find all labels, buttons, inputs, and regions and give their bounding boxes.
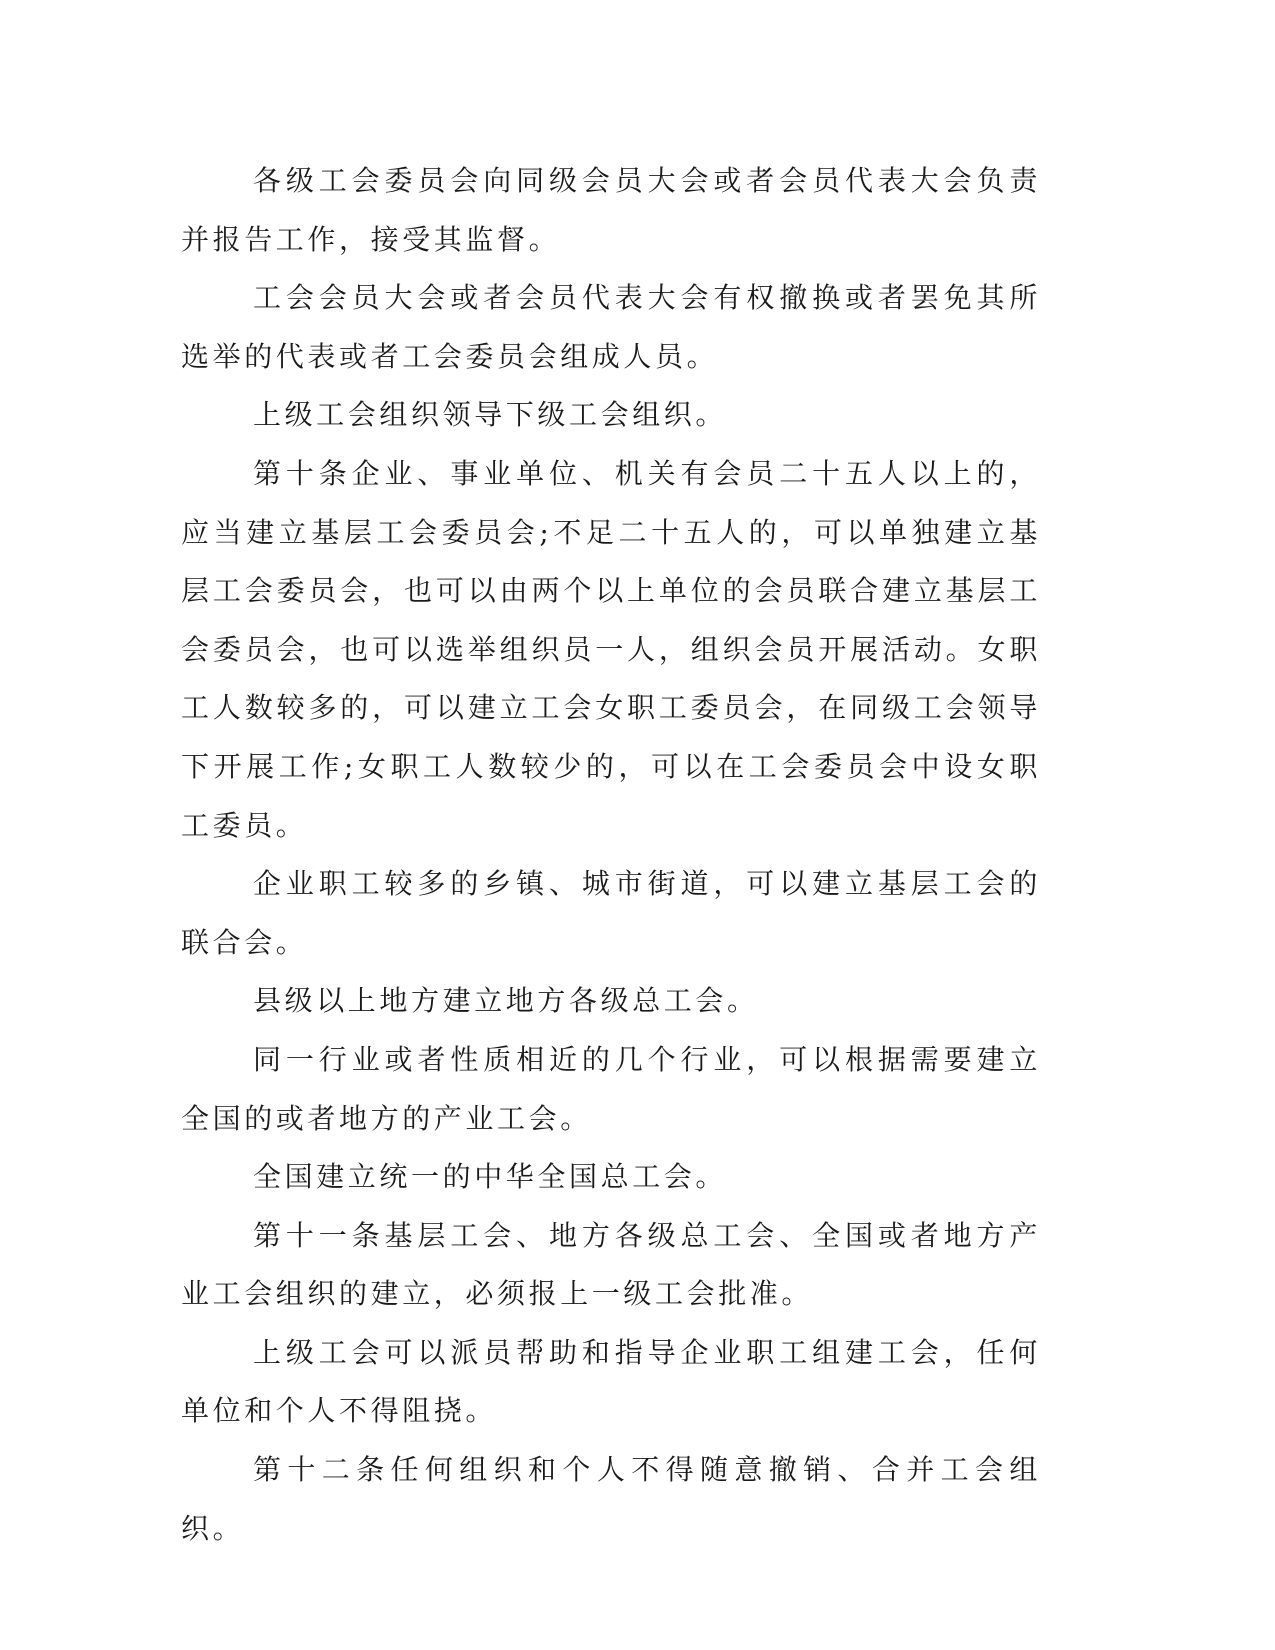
paragraph-committee-accountability: 各级工会委员会向同级会员大会或者会员代表大会负责并报告工作，接受其监督。: [181, 164, 1041, 256]
paragraph-hierarchy: 上级工会组织领导下级工会组织。: [253, 398, 728, 432]
paragraph-acftu: 全国建立统一的中华全国总工会。: [253, 1160, 728, 1194]
paragraph-article-11: 第十一条基层工会、地方各级总工会、全国或者地方产业工会组织的建立，必须报上一级工会批准。: [181, 1218, 1041, 1311]
document-body: [181, 152, 1041, 1558]
paragraph-guidance: 上级工会可以派员帮助和指导企业职工组建工会，任何单位和个人不得阻挠。: [181, 1335, 1041, 1428]
paragraph-article-10: 第十条企业、事业单位、机关有会员二十五人以上的，应当建立基层工会委员会;不足二十五人的，可以单独建立基层工会委员会，也可以由两个以上单位的会员联合建立基层工会委员会，也可以选举组织员一人，组织会员开展活动。女职工人数较多的，可以建立工会女职工委员会，在同级工会领导下开展工作;女职工人数较少的，可以在工会委员会中设女职工委员。: [181, 456, 1041, 842]
paragraph-article-12: 第十二条任何组织和个人不得随意撤销、合并工会组织。: [181, 1453, 1041, 1545]
paragraph-recall-rights: 工会会员大会或者会员代表大会有权撤换或者罢免其所选举的代表或者工会委员会组成人员。: [181, 281, 1041, 373]
paragraph-industry-unions: 同一行业或者性质相近的几个行业，可以根据需要建立全国的或者地方的产业工会。: [181, 1042, 1041, 1135]
paragraph-township-federation: 企业职工较多的乡镇、城市街道，可以建立基层工会的联合会。: [181, 867, 1041, 959]
paragraph-local-federations: 县级以上地方建立地方各级总工会。: [253, 984, 759, 1018]
